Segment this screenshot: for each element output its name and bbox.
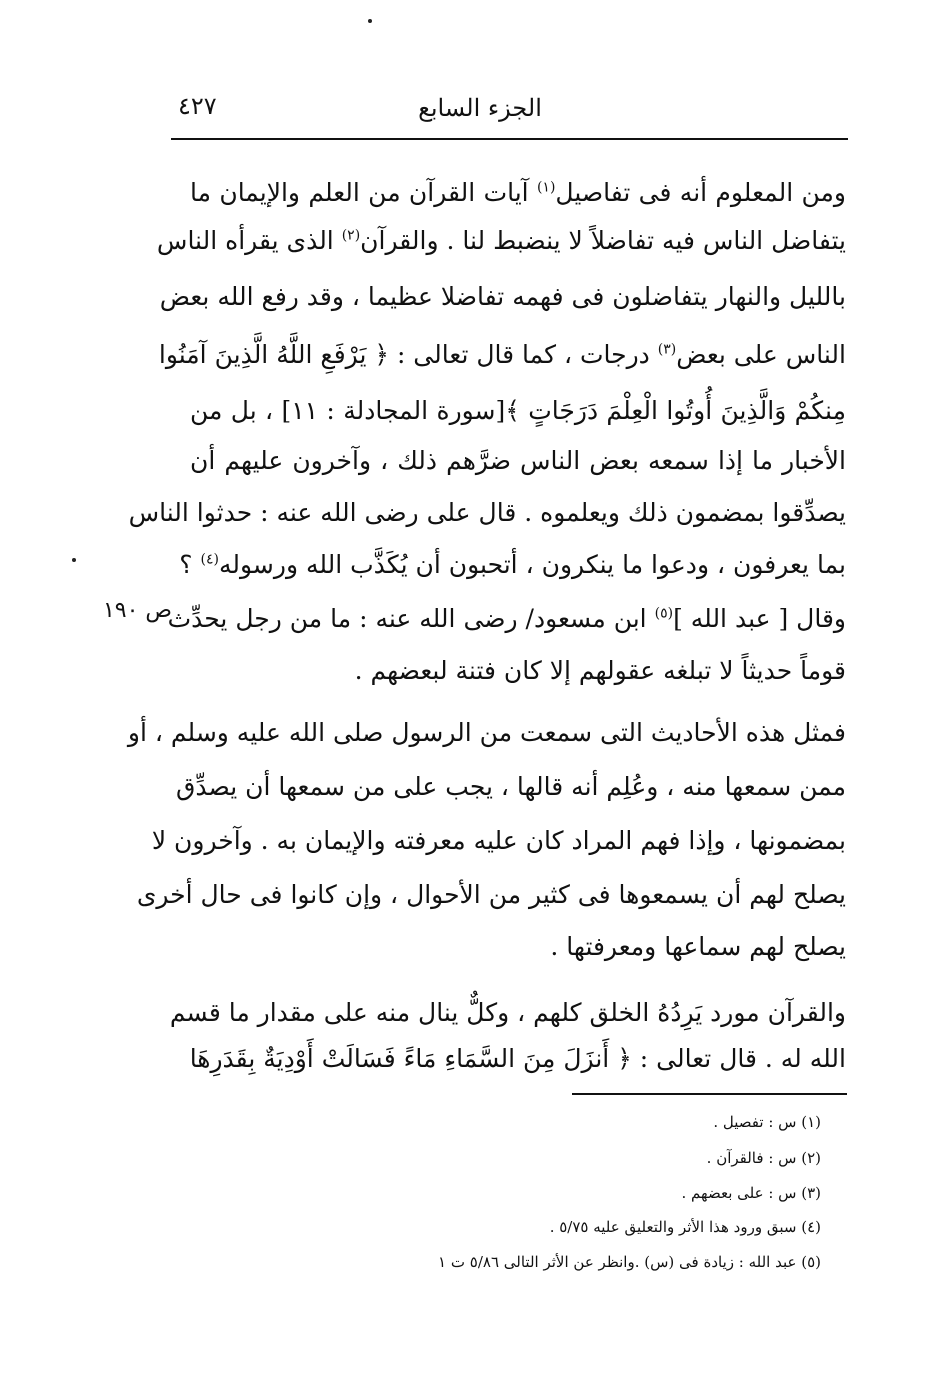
body-line: [158, 330, 846, 380]
line-text: الأخبار ما إذا سمعه بعض الناس ضرَّهم ذلك ، وآخرون عليهم أن: [190, 446, 846, 475]
footnote: (١) س : تفصيل .: [713, 1113, 821, 1131]
margin-page-reference: ص ١٩٠: [102, 598, 172, 623]
page-number: ٤٢٧: [178, 92, 217, 120]
body-line: [128, 488, 846, 538]
footnote-marker: (٤): [200, 551, 219, 568]
top-dot: [368, 19, 372, 23]
line-text: يتفاضل الناس فيه تفاضلاً لا ينضبط لنا . والقرآن: [360, 226, 846, 255]
line-text: يصلح لهم سماعها ومعرفتها .: [550, 932, 846, 961]
body-line: [190, 646, 846, 696]
body-line: [136, 870, 846, 920]
header-rule: [171, 138, 848, 140]
line-text: الله له . قال تعالى : ﴿ أَنزَلَ مِنَ السَّمَاءِ مَاءً فَسَالَتْ أَوْدِيَةٌ بِقَدَرِهَا: [189, 1044, 846, 1073]
footnote: (٣) س : على بعضهم .: [681, 1184, 821, 1202]
body-line: [151, 816, 846, 866]
line-text: يصدِّقوا بمضمون ذلك ويعلموه . قال على رضى الله عنه : حدثوا الناس: [128, 498, 846, 527]
body-line: [127, 708, 846, 758]
line-text: درجات ، كما قال تعالى : ﴿ يَرْفَعِ اللَّهُ الَّذِينَ آمَنُوا: [158, 340, 658, 369]
body-line: [156, 216, 846, 266]
footnote-rule: [572, 1093, 847, 1095]
line-text: ومن المعلوم أنه فى تفاصيل: [555, 178, 846, 207]
line-text: والقرآن مورد يَرِدُهُ الخلق كلهم ، وكلٌّ ينال منه على مقدار ما قسم: [169, 998, 846, 1027]
line-text: فمثل هذه الأحاديث التى سمعت من الرسول صلى الله عليه وسلم ، أو: [127, 718, 846, 747]
footnote-marker: (٢): [341, 227, 361, 244]
line-text: بما يعرفون ، ودعوا ما ينكرون ، أتحبون أن يُكَذَّب الله ورسوله: [218, 550, 846, 579]
running-header-title: الجزء السابع: [418, 94, 542, 122]
footnote-marker: (١): [536, 179, 556, 196]
body-line: [190, 168, 846, 218]
footnote-marker: (٣): [657, 341, 677, 358]
line-text: وقال [ عبد الله ]: [673, 604, 846, 633]
footnote: (٤) سبق ورود هذا الأثر والتعليق عليه ٥/٧٥ .: [549, 1218, 821, 1236]
line-text: الناس على بعض: [676, 340, 846, 369]
footnote: (٢) س : فالقرآن .: [706, 1149, 821, 1167]
body-line: [167, 594, 846, 644]
line-text: ممن سمعها منه ، وعُلِم أنه قالها ، يجب على من سمعها أن يصدِّق: [176, 772, 846, 801]
body-line: [169, 988, 846, 1038]
body-line: [159, 272, 846, 322]
line-text: ؟: [179, 550, 201, 579]
body-line: [176, 762, 846, 812]
line-text: بمضمونها ، وإذا فهم المراد كان عليه معرفته والإيمان به . وآخرون لا: [151, 826, 846, 855]
line-text: بالليل والنهار يتفاضلون فى فهمه تفاضلا عظيما ، وقد رفع الله بعض: [159, 282, 846, 311]
line-text: مِنكُمْ وَالَّذِينَ أُوتُوا الْعِلْمَ دَرَجَاتٍ ﴾[سورة المجادلة : ١١] ، بل من: [190, 396, 846, 425]
footnote-marker: (٥): [654, 605, 674, 622]
left-dot: [72, 558, 76, 562]
line-text: يصلح لهم أن يسمعوها فى كثير من الأحوال ، وإن كانوا فى حال أخرى: [136, 880, 846, 909]
body-line: [179, 540, 846, 590]
body-line: [190, 1034, 846, 1084]
body-line: [190, 436, 846, 486]
body-line: [190, 922, 846, 972]
line-text: قوماً حديثاً لا تبلغه عقولهم إلا كان فتنة لبعضهم .: [354, 656, 846, 685]
line-text: الذى يقرأه الناس: [156, 226, 342, 255]
footnote: (٥) عبد الله : زيادة فى (س) .وانظر عن الأثر التالى ٥/٨٦ ت ١: [438, 1253, 821, 1271]
line-text: ابن مسعود/ رضى الله عنه : ما من رجل يحدِّث: [167, 604, 655, 633]
line-text: آيات القرآن من العلم والإيمان ما: [190, 178, 537, 207]
body-line: [190, 386, 846, 436]
